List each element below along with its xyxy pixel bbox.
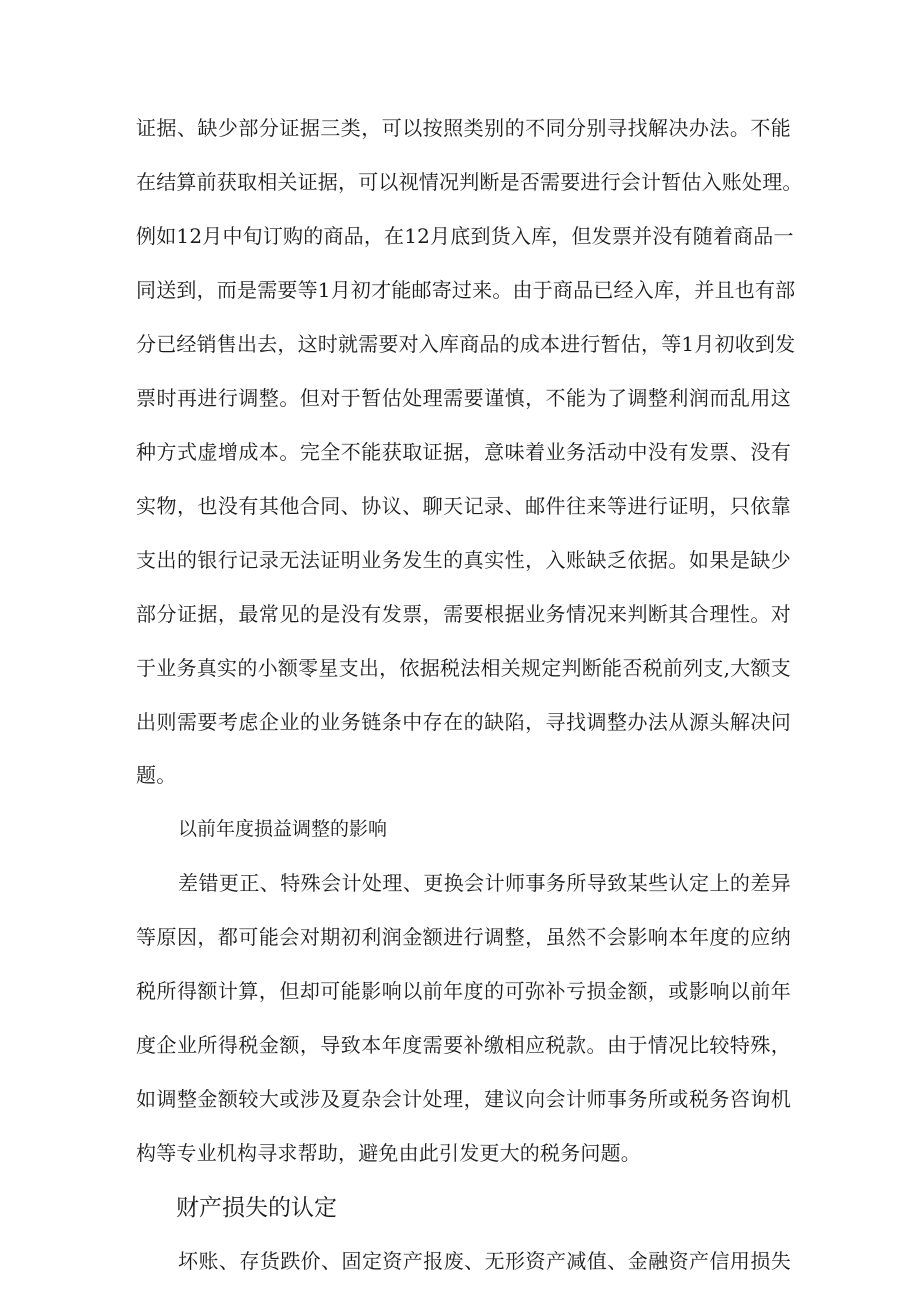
paragraph-line: 题。 [136, 763, 177, 787]
paragraph-line: 分已经销售出去，这时就需要对入库商品的成本进行暂估，等1月初收到发 [136, 332, 796, 356]
paragraph-line: 等原因，都可能会对期初利润金额进行调整，虽然不会影响本年度的应纳 [136, 925, 791, 949]
paragraph-line: 税所得额计算，但却可能影响以前年度的可弥补亏损金额，或影响以前年 [136, 979, 791, 1003]
paragraph-line: 例如12月中旬订购的商品，在12月底到货入库，但发票并没有随着商品一 [136, 224, 794, 248]
paragraph-line: 证据、缺少部分证据三类，可以按照类别的不同分别寻找解决办法。不能 [136, 116, 791, 140]
paragraph-line: 实物，也没有其他合同、协议、聊天记录、邮件往来等进行证明，只依靠 [136, 494, 791, 518]
heading-property-loss: 财产损失的认定 [176, 1195, 337, 1221]
paragraph-line: 构等专业机构寻求帮助，避免由此引发更大的税务问题。 [136, 1141, 641, 1165]
paragraph-line: 在结算前获取相关证据，可以视情况判断是否需要进行会计暂估入账处理。 [136, 170, 803, 194]
paragraph-line: 支出的银行记录无法证明业务发生的真实性，入账缺乏依据。如果是缺少 [136, 548, 791, 572]
paragraph-line: 度企业所得税金额，导致本年度需要补缴相应税款。由于情况比较特殊， [136, 1033, 791, 1057]
paragraph-line: 坏账、存货跌价、固定资产报废、无形资产减值、金融资产信用损失 [178, 1249, 791, 1273]
subheading-prior-year-adjustment: 以前年度损益调整的影响 [178, 818, 388, 840]
paragraph-line: 出则需要考虑企业的业务链条中存在的缺陷，寻找调整办法从源头解决问 [136, 710, 791, 734]
paragraph-line: 票时再进行调整。但对于暂估处理需要谨慎，不能为了调整利润而乱用这 [136, 386, 791, 410]
paragraph-line: 种方式虚增成本。完全不能获取证据，意味着业务活动中没有发票、没有 [136, 440, 791, 464]
paragraph-line: 差错更正、特殊会计处理、更换会计师事务所导致某些认定上的差异 [178, 871, 791, 895]
paragraph-line: 如调整金额较大或涉及夏杂会计处理，建议向会计师事务所或税务咨询机 [136, 1087, 791, 1111]
paragraph-line: 部分证据，最常见的是没有发票，需要根据业务情况来判断其合理性。对 [136, 602, 791, 626]
paragraph-line: 于业务真实的小额零星支出，依据税法相关规定判断能否税前列支,大额支 [136, 656, 791, 680]
paragraph-line: 同送到，而是需要等1月初才能邮寄过来。由于商品已经入库，并且也有部 [136, 278, 796, 302]
